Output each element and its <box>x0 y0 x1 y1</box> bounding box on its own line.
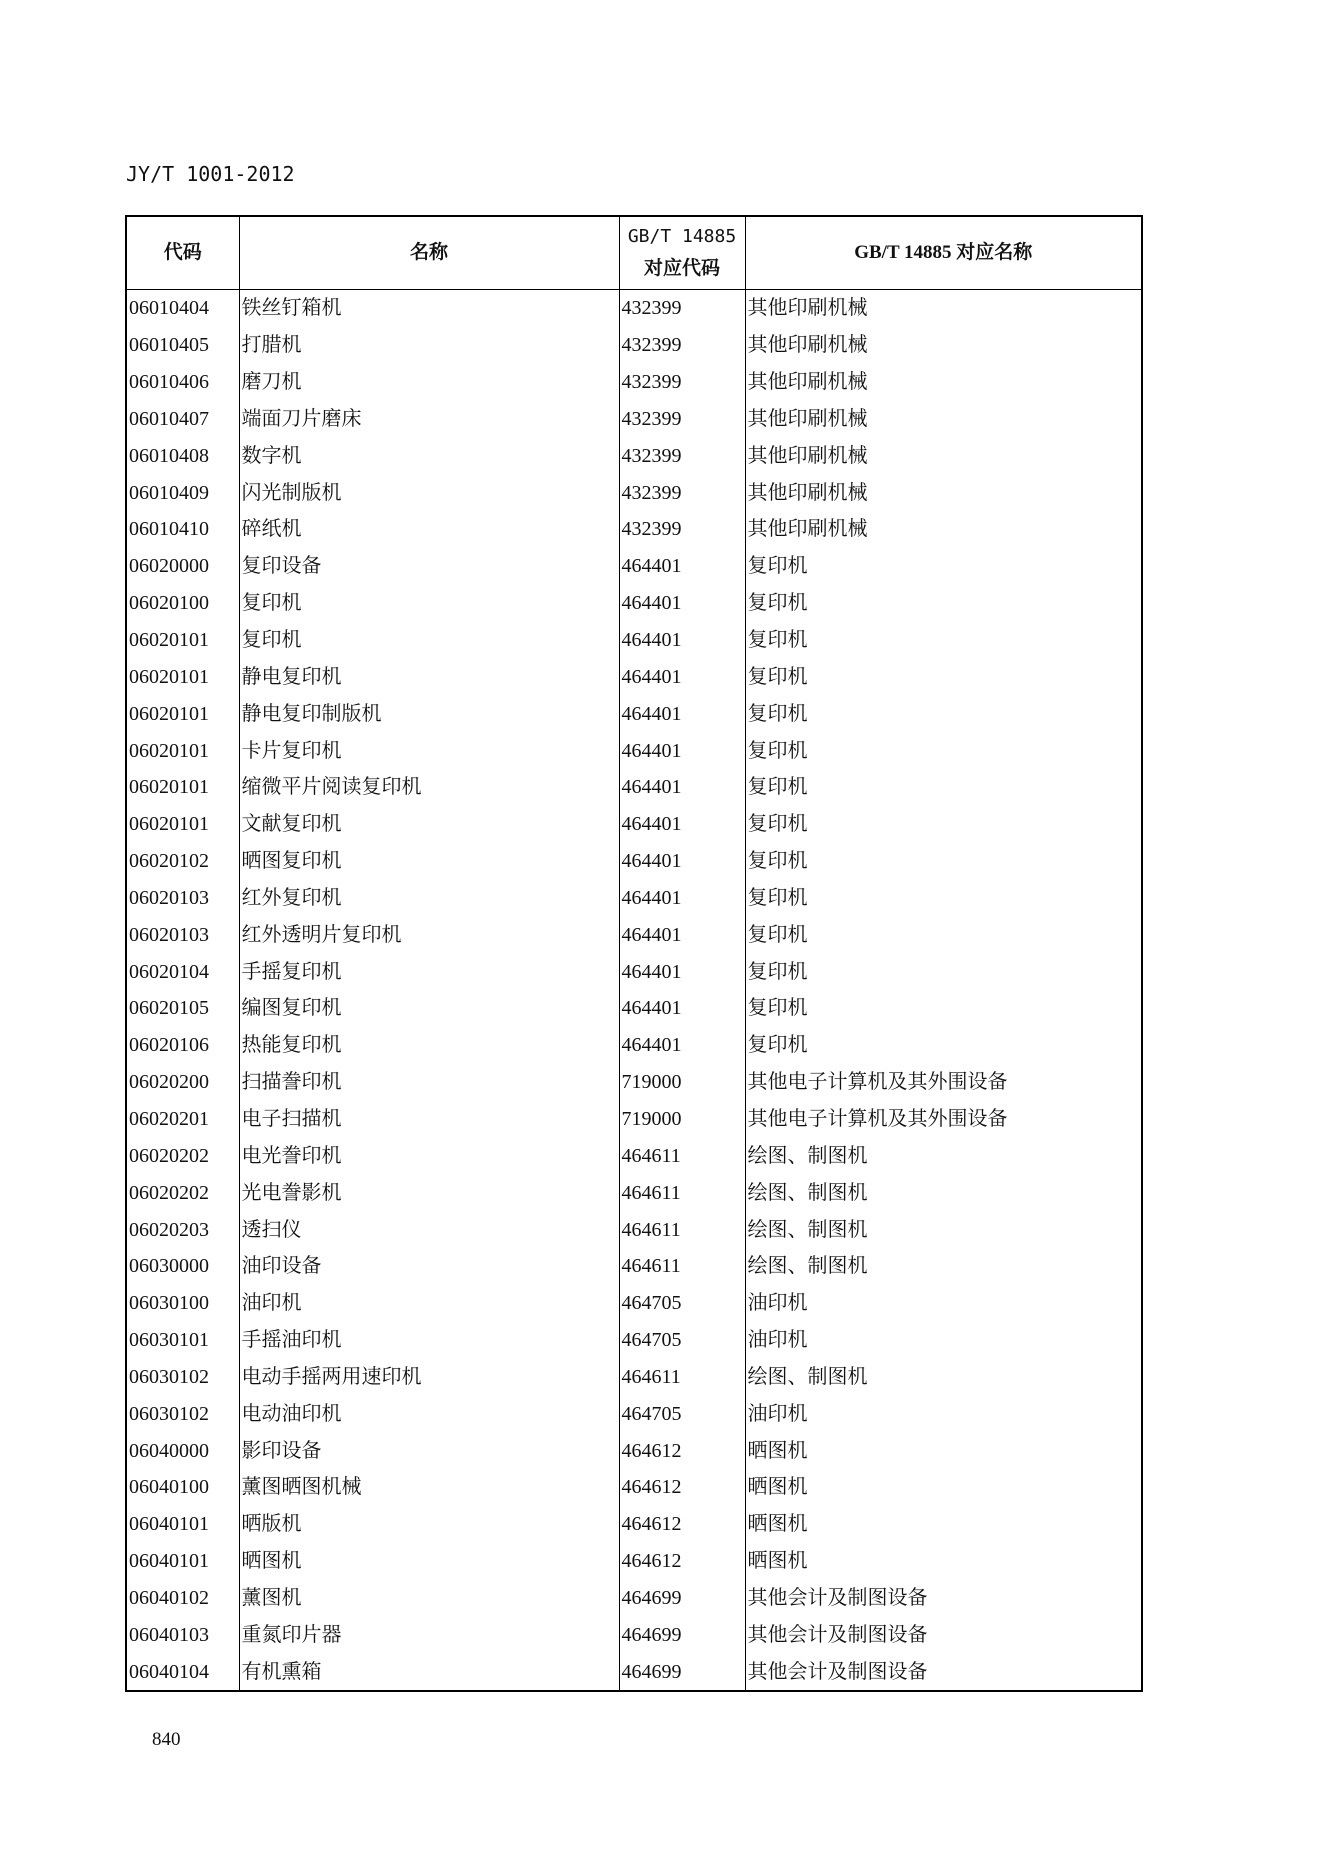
gb-code-cell: 464611 <box>619 1137 745 1174</box>
gb-code-cell: 464611 <box>619 1248 745 1285</box>
gb-name-cell: 其他会计及制图设备 <box>745 1653 1142 1691</box>
gb-name-cell: 绘图、制图机 <box>745 1358 1142 1395</box>
name-cell: 热能复印机 <box>239 1027 619 1064</box>
gb-name-cell: 复印机 <box>745 916 1142 953</box>
table-row <box>126 1358 1142 1395</box>
name-cell: 电动油印机 <box>239 1395 619 1432</box>
table-row <box>126 1285 1142 1322</box>
gb-code-cell: 464401 <box>619 880 745 917</box>
name-cell: 油印机 <box>239 1285 619 1322</box>
code-cell: 06040102 <box>126 1580 239 1617</box>
gb-name-cell: 其他会计及制图设备 <box>745 1616 1142 1653</box>
code-cell: 06040000 <box>126 1432 239 1469</box>
code-cell: 06020100 <box>126 585 239 622</box>
gb-code-cell: 464401 <box>619 695 745 732</box>
name-cell: 影印设备 <box>239 1432 619 1469</box>
gb-code-cell: 464401 <box>619 732 745 769</box>
gb-code-cell: 719000 <box>619 1101 745 1138</box>
table-row <box>126 806 1142 843</box>
gb-code-cell: 464699 <box>619 1616 745 1653</box>
name-cell: 光电誊影机 <box>239 1174 619 1211</box>
name-cell: 晒图复印机 <box>239 843 619 880</box>
gb-name-cell: 复印机 <box>745 953 1142 990</box>
name-cell: 薰图晒图机械 <box>239 1469 619 1506</box>
table-row <box>126 658 1142 695</box>
code-cell: 06040101 <box>126 1506 239 1543</box>
name-cell: 复印设备 <box>239 548 619 585</box>
gb-code-cell: 432399 <box>619 511 745 548</box>
name-cell: 端面刀片磨床 <box>239 401 619 438</box>
gb-name-cell: 其他印刷机械 <box>745 511 1142 548</box>
gb-code-cell: 464401 <box>619 769 745 806</box>
gb-code-cell: 432399 <box>619 401 745 438</box>
name-cell: 薰图机 <box>239 1580 619 1617</box>
header-gb-code-line2: 对应代码 <box>643 258 720 279</box>
code-cell: 06010404 <box>126 290 239 327</box>
gb-code-cell: 464611 <box>619 1174 745 1211</box>
name-cell: 卡片复印机 <box>239 732 619 769</box>
name-cell: 静电复印制版机 <box>239 695 619 732</box>
gb-name-cell: 复印机 <box>745 806 1142 843</box>
name-cell: 文献复印机 <box>239 806 619 843</box>
gb-name-cell: 复印机 <box>745 843 1142 880</box>
gb-name-cell: 油印机 <box>745 1322 1142 1359</box>
gb-code-cell: 464611 <box>619 1211 745 1248</box>
gb-code-cell: 464401 <box>619 548 745 585</box>
gb-code-cell: 464705 <box>619 1322 745 1359</box>
name-cell: 电光誊印机 <box>239 1137 619 1174</box>
table-row <box>126 474 1142 511</box>
name-cell: 复印机 <box>239 622 619 659</box>
header-name: 名称 <box>239 216 619 290</box>
name-cell: 静电复印机 <box>239 658 619 695</box>
table-row <box>126 880 1142 917</box>
code-cell: 06030101 <box>126 1322 239 1359</box>
gb-name-cell: 绘图、制图机 <box>745 1248 1142 1285</box>
gb-name-cell: 复印机 <box>745 990 1142 1027</box>
code-cell: 06040103 <box>126 1616 239 1653</box>
table-row <box>126 1211 1142 1248</box>
gb-name-cell: 其他电子计算机及其外围设备 <box>745 1064 1142 1101</box>
gb-name-cell: 复印机 <box>745 622 1142 659</box>
gb-code-cell: 464612 <box>619 1543 745 1580</box>
gb-code-cell: 464401 <box>619 990 745 1027</box>
code-cell: 06020101 <box>126 622 239 659</box>
gb-name-cell: 其他印刷机械 <box>745 401 1142 438</box>
table-row <box>126 1653 1142 1691</box>
code-cell: 06020000 <box>126 548 239 585</box>
code-cell: 06010408 <box>126 437 239 474</box>
gb-name-cell: 绘图、制图机 <box>745 1174 1142 1211</box>
gb-code-cell: 464699 <box>619 1653 745 1691</box>
gb-name-cell: 复印机 <box>745 732 1142 769</box>
code-cell: 06020101 <box>126 658 239 695</box>
gb-name-cell: 油印机 <box>745 1285 1142 1322</box>
gb-code-cell: 432399 <box>619 327 745 364</box>
name-cell: 缩微平片阅读复印机 <box>239 769 619 806</box>
code-cell: 06020200 <box>126 1064 239 1101</box>
table-row <box>126 769 1142 806</box>
table-row <box>126 437 1142 474</box>
code-cell: 06020202 <box>126 1174 239 1211</box>
gb-code-cell: 464401 <box>619 585 745 622</box>
table-body <box>126 290 1142 1692</box>
code-cell: 06020101 <box>126 695 239 732</box>
name-cell: 打腊机 <box>239 327 619 364</box>
gb-code-cell: 464705 <box>619 1395 745 1432</box>
gb-name-cell: 晒图机 <box>745 1469 1142 1506</box>
gb-code-cell: 719000 <box>619 1064 745 1101</box>
table-row <box>126 290 1142 327</box>
page-number: 840 <box>152 1729 181 1750</box>
code-cell: 06020103 <box>126 916 239 953</box>
gb-name-cell: 其他印刷机械 <box>745 327 1142 364</box>
gb-name-cell: 其他会计及制图设备 <box>745 1580 1142 1617</box>
gb-name-cell: 晒图机 <box>745 1432 1142 1469</box>
table-header-row <box>126 216 1142 290</box>
code-cell: 06020103 <box>126 880 239 917</box>
gb-name-cell: 绘图、制图机 <box>745 1211 1142 1248</box>
name-cell: 红外透明片复印机 <box>239 916 619 953</box>
name-cell: 电子扫描机 <box>239 1101 619 1138</box>
gb-code-cell: 464612 <box>619 1469 745 1506</box>
table-row <box>126 1506 1142 1543</box>
gb-name-cell: 绘图、制图机 <box>745 1137 1142 1174</box>
table-row <box>126 548 1142 585</box>
document-code: JY/T 1001-2012 <box>126 162 295 186</box>
name-cell: 重氮印片器 <box>239 1616 619 1653</box>
gb-name-cell: 油印机 <box>745 1395 1142 1432</box>
name-cell: 磨刀机 <box>239 364 619 401</box>
name-cell: 有机熏箱 <box>239 1653 619 1691</box>
gb-name-cell: 复印机 <box>745 658 1142 695</box>
name-cell: 碎纸机 <box>239 511 619 548</box>
code-cell: 06010407 <box>126 401 239 438</box>
table-row <box>126 695 1142 732</box>
code-cell: 06010405 <box>126 327 239 364</box>
gb-code-cell: 464401 <box>619 953 745 990</box>
gb-code-cell: 464401 <box>619 622 745 659</box>
name-cell: 晒图机 <box>239 1543 619 1580</box>
gb-code-cell: 432399 <box>619 290 745 327</box>
gb-code-cell: 432399 <box>619 474 745 511</box>
table-row <box>126 1137 1142 1174</box>
table-row <box>126 916 1142 953</box>
code-cell: 06020201 <box>126 1101 239 1138</box>
table-row <box>126 511 1142 548</box>
gb-name-cell: 晒图机 <box>745 1543 1142 1580</box>
table-row <box>126 1469 1142 1506</box>
name-cell: 复印机 <box>239 585 619 622</box>
table-row <box>126 1616 1142 1653</box>
gb-name-cell: 其他印刷机械 <box>745 437 1142 474</box>
name-cell: 油印设备 <box>239 1248 619 1285</box>
code-cell: 06030000 <box>126 1248 239 1285</box>
gb-code-cell: 464699 <box>619 1580 745 1617</box>
table-row <box>126 1432 1142 1469</box>
gb-code-cell: 464705 <box>619 1285 745 1322</box>
code-cell: 06020104 <box>126 953 239 990</box>
table-row <box>126 1248 1142 1285</box>
code-cell: 06030100 <box>126 1285 239 1322</box>
gb-code-cell: 464612 <box>619 1432 745 1469</box>
name-cell: 透扫仪 <box>239 1211 619 1248</box>
header-code: 代码 <box>126 216 239 290</box>
name-cell: 闪光制版机 <box>239 474 619 511</box>
table-row <box>126 1174 1142 1211</box>
table-row <box>126 732 1142 769</box>
code-cell: 06020202 <box>126 1137 239 1174</box>
table-row <box>126 364 1142 401</box>
name-cell: 电动手摇两用速印机 <box>239 1358 619 1395</box>
gb-name-cell: 复印机 <box>745 880 1142 917</box>
name-cell: 晒版机 <box>239 1506 619 1543</box>
header-gb-name: GB/T 14885 对应名称 <box>745 216 1142 290</box>
code-cell: 06020101 <box>126 732 239 769</box>
code-cell: 06030102 <box>126 1395 239 1432</box>
name-cell: 红外复印机 <box>239 880 619 917</box>
code-cell: 06030102 <box>126 1358 239 1395</box>
code-cell: 06020203 <box>126 1211 239 1248</box>
name-cell: 手摇复印机 <box>239 953 619 990</box>
gb-name-cell: 复印机 <box>745 585 1142 622</box>
code-cell: 06020105 <box>126 990 239 1027</box>
table-row <box>126 327 1142 364</box>
table-row <box>126 1543 1142 1580</box>
gb-code-cell: 432399 <box>619 437 745 474</box>
gb-name-cell: 其他电子计算机及其外围设备 <box>745 1101 1142 1138</box>
code-cell: 06040101 <box>126 1543 239 1580</box>
header-gb-code <box>619 216 745 290</box>
code-cell: 06040104 <box>126 1653 239 1691</box>
code-cell: 06010410 <box>126 511 239 548</box>
gb-name-cell: 复印机 <box>745 548 1142 585</box>
code-cell: 06010406 <box>126 364 239 401</box>
name-cell: 编图复印机 <box>239 990 619 1027</box>
gb-name-cell: 其他印刷机械 <box>745 290 1142 327</box>
name-cell: 扫描誊印机 <box>239 1064 619 1101</box>
table-row <box>126 1322 1142 1359</box>
code-table-container <box>125 215 1141 1692</box>
gb-code-cell: 464401 <box>619 806 745 843</box>
gb-name-cell: 晒图机 <box>745 1506 1142 1543</box>
gb-name-cell: 复印机 <box>745 769 1142 806</box>
name-cell: 数字机 <box>239 437 619 474</box>
code-cell: 06020106 <box>126 1027 239 1064</box>
code-cell: 06020101 <box>126 806 239 843</box>
table-row <box>126 990 1142 1027</box>
table-row <box>126 953 1142 990</box>
table-row <box>126 622 1142 659</box>
gb-code-cell: 432399 <box>619 364 745 401</box>
table-row <box>126 1027 1142 1064</box>
table-row <box>126 843 1142 880</box>
table-row <box>126 1101 1142 1138</box>
gb-name-cell: 其他印刷机械 <box>745 364 1142 401</box>
gb-code-cell: 464401 <box>619 916 745 953</box>
code-cell: 06020101 <box>126 769 239 806</box>
code-cell: 06040100 <box>126 1469 239 1506</box>
gb-name-cell: 其他印刷机械 <box>745 474 1142 511</box>
name-cell: 铁丝钉箱机 <box>239 290 619 327</box>
gb-code-cell: 464401 <box>619 658 745 695</box>
table-row <box>126 585 1142 622</box>
gb-code-cell: 464612 <box>619 1506 745 1543</box>
table-row <box>126 1395 1142 1432</box>
table-row <box>126 1580 1142 1617</box>
name-cell: 手摇油印机 <box>239 1322 619 1359</box>
gb-code-cell: 464611 <box>619 1358 745 1395</box>
table-row <box>126 401 1142 438</box>
table-row <box>126 1064 1142 1101</box>
header-gb-code-line1: GB/T 14885 <box>627 226 737 247</box>
code-mapping-table <box>125 215 1143 1692</box>
gb-code-cell: 464401 <box>619 1027 745 1064</box>
code-cell: 06020102 <box>126 843 239 880</box>
gb-name-cell: 复印机 <box>745 695 1142 732</box>
code-cell: 06010409 <box>126 474 239 511</box>
gb-code-cell: 464401 <box>619 843 745 880</box>
gb-name-cell: 复印机 <box>745 1027 1142 1064</box>
